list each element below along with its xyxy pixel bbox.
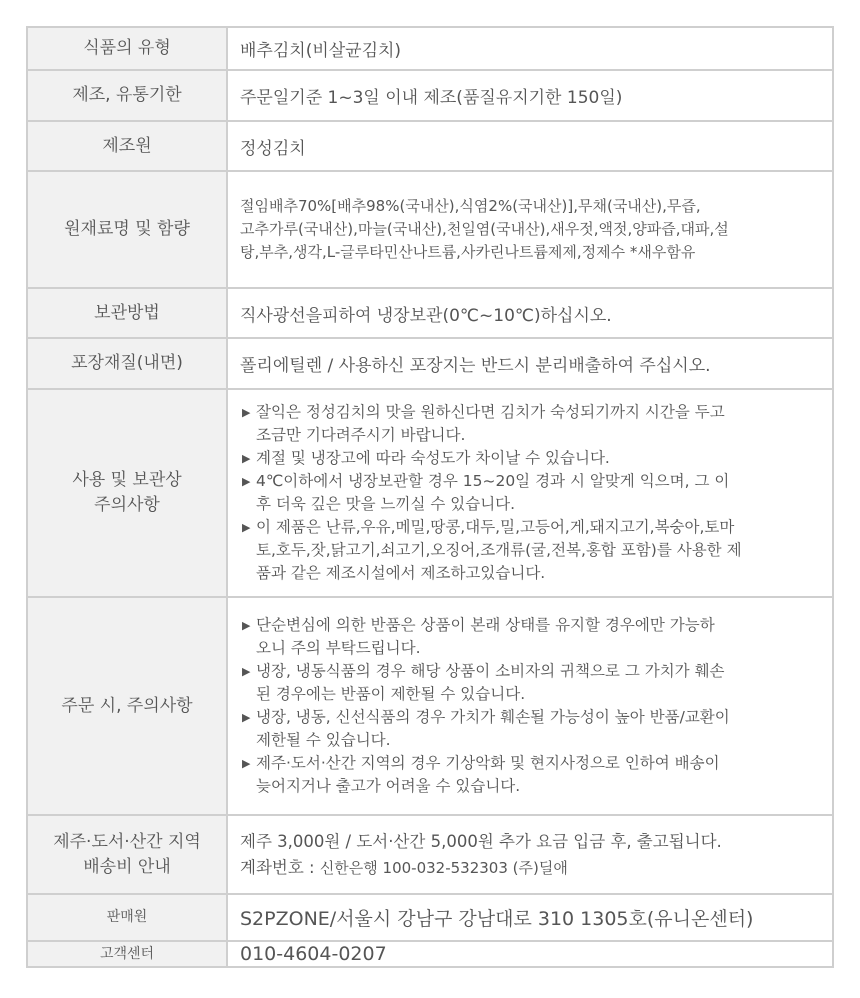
row-usage-cautions [28, 390, 832, 598]
row-food-type [28, 28, 832, 71]
bullet-item [242, 706, 824, 752]
bullet-line: 오니 주의 부탁드립니다. [256, 639, 421, 657]
bullet-line: 품과 같은 제조시설에서 제조하고있습니다. [256, 564, 546, 582]
row-packaging [28, 339, 832, 390]
row-seller [28, 895, 832, 942]
label-usage-cautions [28, 390, 228, 596]
bullet-line: 늦어지거나 출고가 어려울 수 있습니다. [256, 777, 521, 795]
label-food-type: 식품의 유형 [28, 28, 228, 69]
value-storage: 직사광선을피하여 냉장보관(0℃~10℃)하십시오. [240, 305, 612, 326]
bullet-line: 제한될 수 있습니다. [256, 731, 391, 749]
bullet-line: 잘익은 정성김치의 맛을 원하신다면 김치가 숙성되기까지 시간을 두고 [256, 403, 725, 421]
bullet-line: 냉장, 냉동식품의 경우 해당 상품이 소비자의 귀책으로 그 가치가 훼손 [256, 662, 725, 680]
label-line: 배송비 안내 [83, 856, 171, 877]
value-packaging: 폴리에틸렌 / 사용하신 포장지는 반드시 분리배출하여 주십시오. [240, 356, 711, 376]
bullet-line: 이 제품은 난류,우유,메밀,땅콩,대두,밀,고등어,게,돼지고기,복숭아,토마 [256, 518, 735, 536]
value-shipping-fee [228, 816, 832, 893]
ingredients-line: 고추가루(국내산),마늘(국내산),천일염(국내산),새우젓,액젓,양파즙,대파,설 [240, 220, 729, 238]
bullet-line: 후 더욱 깊은 맛을 느끼실 수 있습니다. [256, 495, 516, 513]
value-ingredients [228, 172, 832, 287]
triangle-right-icon: ▶ [242, 619, 251, 632]
triangle-right-icon: ▶ [242, 452, 251, 465]
value-seller: S2PZONE/서울시 강남구 강남대로 310 1305호(유니온센터) [240, 908, 754, 930]
bullet-item [242, 614, 824, 660]
bullet-item [242, 516, 824, 585]
label-line: 주의사항 [94, 495, 160, 515]
label-line: 사용 및 보관상 [72, 470, 182, 490]
triangle-right-icon: ▶ [242, 406, 251, 419]
bullet-item [242, 470, 824, 516]
label-order-cautions: 주문 시, 주의사항 [28, 598, 228, 814]
triangle-right-icon: ▶ [242, 475, 251, 488]
triangle-right-icon: ▶ [242, 757, 251, 770]
row-shipping-fee [28, 816, 832, 895]
row-order-cautions [28, 598, 832, 816]
bullet-item [242, 447, 824, 470]
bullet-line: 제주·도서·산간 지역의 경우 기상악화 및 현지사정으로 인하여 배송이 [256, 754, 720, 772]
bullet-line: 조금만 기다려주시기 바랍니다. [256, 426, 466, 444]
ingredients-line: 절임배추70%[배추98%(국내산),식염2%(국내산)],무채(국내산),무즙, [240, 197, 701, 215]
bullet-item [242, 752, 824, 798]
bullet-line: 냉장, 냉동, 신선식품의 경우 가치가 훼손될 가능성이 높아 반품/교환이 [256, 708, 730, 726]
value-expiry: 주문일기준 1~3일 이내 제조(품질유지기한 150일) [240, 88, 623, 108]
label-ingredients: 원재료명 및 함량 [28, 172, 228, 287]
bullet-line: 4℃이하에서 냉장보관할 경우 15~20일 경과 시 알맞게 익으며, 그 이 [256, 472, 730, 490]
account-label: 계좌번호 : [240, 857, 320, 877]
row-expiry [28, 71, 832, 122]
bank-account [240, 855, 824, 881]
bullet-item [242, 660, 824, 706]
value-usage-cautions [228, 390, 832, 596]
label-customer-center: 고객센터 [28, 942, 228, 966]
label-seller: 판매원 [28, 895, 228, 940]
triangle-right-icon: ▶ [242, 711, 251, 724]
bullet-line: 된 경우에는 반품이 제한될 수 있습니다. [256, 685, 526, 703]
label-shipping-fee [28, 816, 228, 893]
row-ingredients [28, 172, 832, 289]
label-storage: 보관방법 [28, 289, 228, 337]
row-manufacturer [28, 122, 832, 172]
bullet-item [242, 401, 824, 447]
row-customer-center [28, 942, 832, 966]
value-manufacturer: 정성김치 [240, 138, 306, 159]
product-info-table [26, 26, 834, 968]
bullet-line: 단순변심에 의한 반품은 상품이 본래 상태를 유지할 경우에만 가능하 [256, 616, 715, 634]
row-storage [28, 289, 832, 339]
triangle-right-icon: ▶ [242, 521, 251, 534]
label-line: 제주·도서·산간 지역 [53, 831, 201, 852]
label-packaging: 포장재질(내면) [28, 339, 228, 388]
value-customer-center: 010-4604-0207 [240, 943, 387, 965]
ingredients-line: 탕,부추,생각,L-글루타민산나트륨,사카린나트륨제제,정제수 *새우함유 [240, 243, 696, 261]
shipping-note: 제주 3,000원 / 도서·산간 5,000원 추가 요금 입금 후, 출고됩니다. [240, 831, 722, 851]
value-order-cautions [228, 598, 832, 814]
label-manufacturer: 제조원 [28, 122, 228, 170]
bullet-line: 계절 및 냉장고에 따라 숙성도가 차이날 수 있습니다. [256, 449, 610, 467]
label-expiry: 제조, 유통기한 [28, 71, 228, 120]
account-number: 신한은행 100-032-532303 (주)딜애 [319, 858, 568, 877]
bullet-line: 토,호두,잣,닭고기,쇠고기,오징어,조개류(굴,전복,홍합 포함)를 사용한 제 [256, 541, 742, 559]
value-food-type: 배추김치(비살균김치) [240, 41, 402, 61]
triangle-right-icon: ▶ [242, 665, 251, 678]
